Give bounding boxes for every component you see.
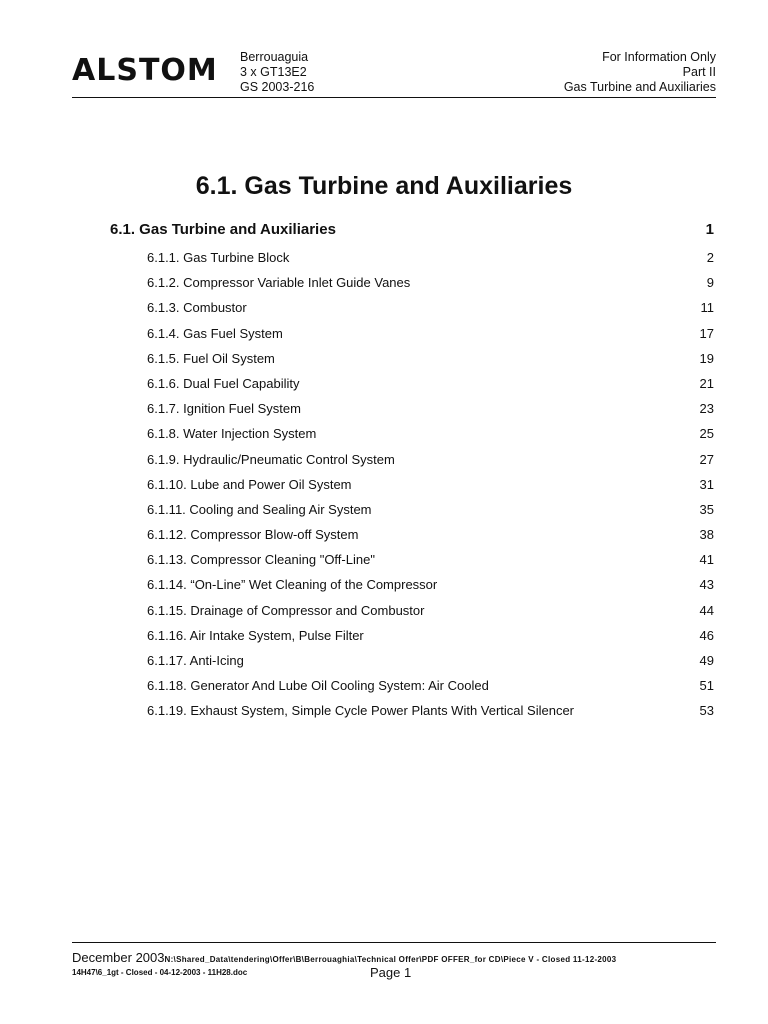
toc-entry-page: 11: [700, 300, 714, 316]
toc-entry-label: 6.1.7. Ignition Fuel System: [147, 401, 301, 417]
toc-entry-label: 6.1.11. Cooling and Sealing Air System: [147, 501, 372, 517]
toc-entry-label: 6.1.12. Compressor Blow-off System: [147, 527, 359, 543]
footer-divider: [72, 942, 716, 943]
toc-entry[interactable]: [110, 472, 714, 497]
header-divider: [72, 97, 716, 98]
toc-entry-label: 6.1.15. Drainage of Compressor and Combustor: [147, 602, 425, 618]
toc-entry-page: 21: [699, 375, 714, 391]
toc-entry[interactable]: [110, 346, 714, 371]
toc-entry-label: 6.1.5. Fuel Oil System: [147, 350, 275, 366]
toc-main-page: 1: [705, 221, 714, 238]
toc-entry-page: 25: [699, 426, 714, 442]
toc-entry-label: 6.1.9. Hydraulic/Pneumatic Control System: [147, 451, 395, 467]
toc-entry-page: 17: [699, 325, 714, 341]
toc-entry-page: 27: [699, 451, 714, 467]
toc-entry-label: 6.1.16. Air Intake System, Pulse Filter: [147, 627, 364, 643]
toc-entry-label: 6.1.1. Gas Turbine Block: [147, 250, 290, 265]
toc-entry-label: 6.1.8. Water Injection System: [147, 426, 317, 442]
footer-date: December 2003: [72, 950, 165, 965]
footer-file-path: N:\Shared_Data\tendering\Offer\B\Berrouaghia\Technical Offer\PDF OFFER_for CD\Piece V - Closed 11-12-2003: [164, 955, 617, 964]
toc-entry-page: 51: [699, 678, 714, 694]
toc-entry-label: 6.1.6. Dual Fuel Capability: [147, 375, 300, 391]
alstom-logo: ALSTOM: [72, 53, 218, 88]
toc-entry[interactable]: [110, 598, 714, 623]
toc-entry-page: 49: [699, 653, 714, 668]
toc-entry-page: 44: [699, 602, 714, 618]
toc-entry-page: 43: [699, 577, 714, 593]
toc-entry[interactable]: [110, 648, 714, 673]
toc-entry-page: 46: [699, 627, 714, 643]
header-units: 3 x GT13E2: [240, 65, 307, 79]
toc-entry-page: 31: [699, 476, 714, 492]
header-ref: GS 2003-216: [240, 80, 315, 94]
toc-entry[interactable]: [110, 245, 714, 270]
toc-entry[interactable]: [110, 295, 714, 320]
page-footer: [72, 942, 716, 992]
toc-entry[interactable]: [110, 698, 714, 723]
toc-entry-page: 9: [706, 275, 714, 291]
toc-entry-page: 53: [699, 703, 714, 719]
header-section: Gas Turbine and Auxiliaries: [563, 80, 716, 94]
toc-entry[interactable]: [110, 371, 714, 396]
header-project-info: [240, 50, 314, 95]
toc-entry-label: 6.1.13. Compressor Cleaning "Off-Line": [147, 552, 375, 568]
toc-entry-page: 19: [699, 350, 714, 366]
toc-entry[interactable]: [110, 522, 714, 547]
toc-entry-label: 6.1.18. Generator And Lube Oil Cooling System: Air Cooled: [147, 678, 489, 694]
toc-list: [110, 245, 714, 724]
toc-entry[interactable]: [110, 547, 714, 572]
header-project: Berrouaguia: [240, 50, 309, 64]
toc-entry-page: 35: [699, 501, 714, 517]
toc-entry[interactable]: [110, 396, 714, 421]
toc-entry-label: 6.1.3. Combustor: [147, 300, 247, 316]
toc-entry-label: 6.1.4. Gas Fuel System: [147, 325, 283, 341]
toc-entry-label: 6.1.2. Compressor Variable Inlet Guide Vanes: [147, 275, 411, 291]
header-classification: For Information Only: [602, 50, 716, 64]
toc-entry-label: 6.1.14. “On-Line” Wet Cleaning of the Compressor: [147, 577, 438, 593]
toc-entry-label: 6.1.10. Lube and Power Oil System: [147, 476, 352, 492]
toc-entry[interactable]: [110, 421, 714, 446]
toc-entry-label: 6.1.19. Exhaust System, Simple Cycle Power Plants With Vertical Silencer: [147, 703, 575, 719]
page-number: Page 1: [370, 965, 412, 980]
toc-entry[interactable]: [110, 270, 714, 295]
toc-entry[interactable]: [110, 447, 714, 472]
toc-main-entry[interactable]: [110, 219, 714, 241]
toc-entry-page: 2: [706, 250, 714, 265]
toc-entry[interactable]: [110, 497, 714, 522]
toc-entry-page: 41: [699, 552, 714, 568]
toc-entry-page: 23: [699, 401, 714, 417]
toc-main-label: 6.1. Gas Turbine and Auxiliaries: [110, 221, 336, 238]
table-of-contents: [110, 219, 714, 724]
toc-entry[interactable]: [110, 673, 714, 698]
header-doc-info: [564, 50, 716, 95]
toc-entry[interactable]: [110, 623, 714, 648]
header-part: Part II: [682, 65, 716, 79]
page-header: [72, 50, 716, 98]
toc-entry[interactable]: [110, 572, 714, 597]
footer-file-path-continued: 14H47\6_1gt - Closed - 04-12-2003 - 11H28.doc: [72, 968, 248, 977]
page-title: 6.1. Gas Turbine and Auxiliaries: [195, 172, 573, 200]
toc-entry[interactable]: [110, 321, 714, 346]
toc-entry-page: 38: [699, 527, 714, 543]
toc-entry-label: 6.1.17. Anti-Icing: [147, 653, 244, 668]
